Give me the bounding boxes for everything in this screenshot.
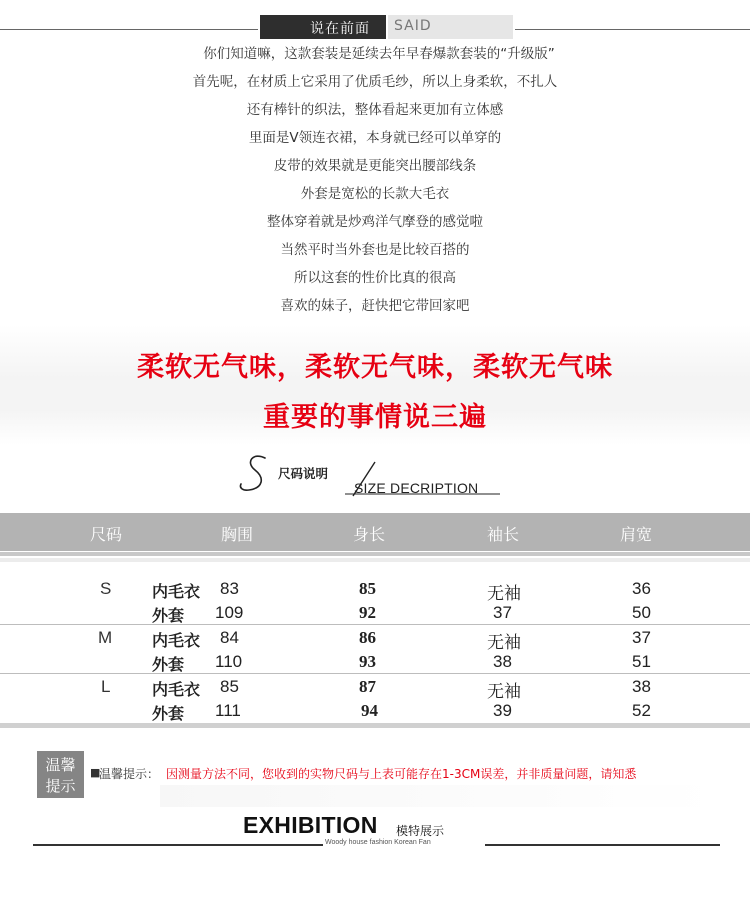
said-divider-left (0, 29, 258, 30)
chest-cell: 110 (215, 652, 243, 671)
chest-cell: 85 (220, 677, 239, 696)
table-row (0, 650, 750, 674)
shoulder-cell: 37 (632, 628, 651, 647)
header-shoulder: 肩宽 (620, 525, 653, 544)
exhibition-divider-left (33, 844, 323, 846)
exhibition-title-cn: 模特展示 (396, 824, 445, 838)
table-bar (0, 558, 750, 562)
table-bottom-bar (0, 723, 750, 728)
size-title-cn: 尺码说明 (278, 466, 329, 481)
chest-cell: 111 (215, 701, 241, 720)
chest-cell: 83 (220, 579, 239, 598)
notice-badge-line-1: 温馨 (45, 756, 76, 774)
size-table-header (0, 513, 750, 551)
header-sleeve: 袖长 (487, 525, 520, 544)
slogan-line-1: 柔软无气味，柔软无气味，柔软无气味 (137, 352, 613, 383)
notice-badge (37, 751, 84, 798)
sleeve-cell: 38 (493, 652, 512, 671)
garment-label: 内毛衣 (152, 582, 201, 601)
intro-line: 你们知道嘛，这款套装是延续去年早春爆款套装的“升级版” (203, 46, 555, 62)
intro-text (0, 40, 750, 320)
shoulder-cell: 38 (632, 677, 651, 696)
intro-line: 皮带的效果就是更能突出腰部线条 (273, 158, 477, 174)
shoulder-cell: 52 (632, 701, 651, 720)
garment-label: 内毛衣 (152, 680, 201, 699)
intro-line: 喜欢的妹子，赶快把它带回家吧 (280, 298, 470, 314)
said-title-box (260, 15, 386, 39)
garment-label: 内毛衣 (152, 631, 201, 650)
size-cell: S (100, 579, 112, 598)
notice-label: 温馨提示： (99, 767, 160, 781)
slogan-line-2: 重要的事情说三遍 (263, 402, 487, 433)
garment-label: 外套 (152, 655, 185, 674)
intro-line: 整体穿着就是炒鸡洋气摩登的感觉啦 (267, 214, 483, 230)
exhibition-title: EXHIBITION (243, 812, 378, 838)
shoulder-cell: 50 (632, 603, 651, 622)
length-cell: 92 (359, 603, 376, 622)
intro-line: 里面是V领连衣裙，本身就已经可以单穿的 (248, 130, 502, 146)
sleeve-cell: 无袖 (487, 682, 521, 701)
size-title-en: SIZE DECRIPTION (354, 480, 479, 496)
header-size: 尺码 (90, 525, 123, 544)
size-cell: M (98, 628, 113, 647)
table-row (0, 626, 750, 650)
said-title-en: SAID (394, 18, 432, 34)
length-cell: 86 (359, 628, 376, 647)
square-bullet-icon: ■ (90, 766, 101, 779)
said-label-box (388, 15, 513, 39)
shoulder-cell: 51 (632, 652, 651, 671)
length-cell: 85 (359, 579, 376, 598)
table-row (0, 675, 750, 699)
table-row (0, 699, 750, 723)
notice-text: 因测量方法不同，您收到的实物尺码与上表可能存在1-3CM误差，并非质量问题，请知悉 (166, 767, 637, 781)
notice-badge-line-2: 提示 (45, 777, 76, 795)
size-cell: L (101, 677, 111, 696)
sleeve-cell: 37 (493, 603, 512, 622)
said-title-cn: 说在前面 (310, 21, 370, 37)
sleeve-cell: 无袖 (487, 584, 521, 603)
intro-line: 首先呢，在材质上它采用了优质毛纱，所以上身柔软，不扎人 (192, 74, 558, 90)
table-row (0, 577, 750, 601)
intro-line: 当然平时当外套也是比较百搭的 (280, 242, 470, 258)
sleeve-cell: 无袖 (487, 633, 521, 652)
exhibition-subtitle: Woody house fashion Korean Fan (325, 839, 431, 846)
chest-cell: 109 (215, 603, 244, 622)
exhibition-divider-right (485, 844, 720, 846)
chest-cell: 84 (220, 628, 239, 647)
said-divider-right (515, 29, 750, 30)
size-heading (235, 450, 505, 500)
length-cell: 94 (361, 701, 378, 720)
length-cell: 87 (359, 677, 376, 696)
garment-label: 外套 (152, 704, 185, 723)
intro-line: 所以这套的性价比真的很高 (294, 270, 456, 286)
intro-line: 外套是宽松的长款大毛衣 (300, 186, 450, 202)
table-row (0, 601, 750, 625)
garment-label: 外套 (152, 606, 185, 625)
sleeve-cell: 39 (493, 701, 512, 720)
table-bar (0, 552, 750, 556)
shoulder-cell: 36 (632, 579, 651, 598)
length-cell: 93 (359, 652, 376, 671)
header-chest: 胸围 (221, 525, 254, 544)
intro-line: 还有棒针的织法，整体看起来更加有立体感 (246, 102, 504, 118)
notice-fade-band (160, 785, 720, 807)
header-length: 身长 (353, 525, 386, 544)
